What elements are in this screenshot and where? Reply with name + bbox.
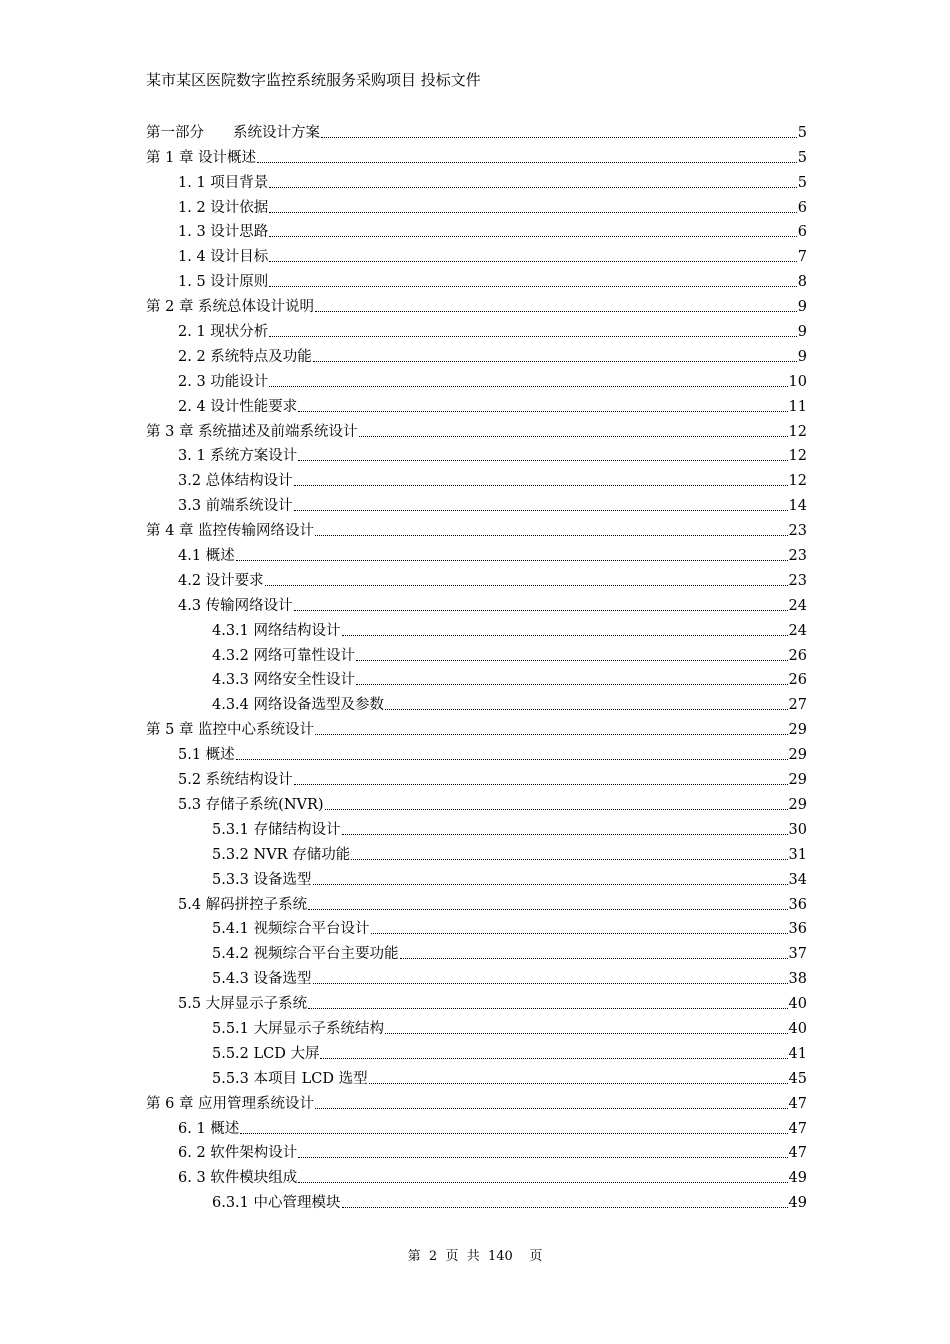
toc-entry-title: 3.2 总体结构设计 — [178, 473, 293, 490]
toc-dot-leader — [356, 660, 788, 661]
toc-dot-leader — [371, 933, 788, 934]
toc-entry-page: 5 — [797, 124, 807, 141]
toc-entry-title: 5.3 存储子系统(NVR) — [178, 796, 324, 813]
toc-entry-page: 5 — [797, 174, 807, 191]
toc-entry-title: 1. 4 设计目标 — [178, 249, 269, 266]
toc-entry-title: 4.3 传输网络设计 — [178, 597, 293, 614]
toc-entry-title: 3. 1 系统方案设计 — [178, 448, 298, 465]
toc-dot-leader — [385, 709, 788, 710]
toc-dot-leader — [308, 1008, 787, 1009]
toc-dot-leader — [342, 635, 788, 636]
toc-dot-leader — [269, 286, 796, 287]
toc-entry[interactable] — [146, 291, 807, 316]
toc-entry-title: 5.4 解码拼控子系统 — [178, 896, 308, 913]
toc-entry-title: 第 4 章 监控传输网络设计 — [146, 523, 315, 540]
toc-entry-page: 8 — [797, 274, 807, 291]
toc-entry-page: 12 — [788, 423, 807, 440]
toc-entry[interactable] — [146, 316, 807, 341]
toc-entry[interactable] — [146, 1162, 807, 1187]
toc-dot-leader — [298, 1157, 787, 1158]
toc-entry[interactable] — [146, 764, 807, 789]
toc-entry[interactable] — [146, 1063, 807, 1088]
toc-entry-page: 11 — [788, 398, 807, 415]
page-footer: 第 2 页 共 140 页 — [407, 1249, 543, 1264]
toc-entry[interactable] — [146, 689, 807, 714]
toc-entry-page: 29 — [788, 772, 807, 789]
toc-dot-leader — [298, 411, 787, 412]
toc-dot-leader — [321, 137, 797, 138]
toc-entry-title: 6. 2 软件架构设计 — [178, 1145, 298, 1162]
toc-entry[interactable] — [146, 914, 807, 939]
toc-dot-leader — [294, 784, 788, 785]
toc-entry-title: 3.3 前端系统设计 — [178, 498, 293, 515]
toc-entry-title: 第一部分 系统设计方案 — [146, 124, 320, 141]
toc-entry-page: 29 — [788, 796, 807, 813]
toc-dot-leader — [325, 809, 788, 810]
toc-entry-page: 26 — [788, 647, 807, 664]
toc-entry-page: 38 — [788, 971, 807, 988]
toc-dot-leader — [359, 436, 788, 437]
toc-entry-title: 4.3.3 网络安全性设计 — [212, 672, 356, 689]
toc-entry-title: 5.5.1 大屏显示子系统结构 — [212, 1020, 385, 1037]
toc-dot-leader — [308, 909, 787, 910]
toc-entry[interactable] — [146, 217, 807, 242]
toc-dot-leader — [236, 560, 788, 561]
toc-entry-page: 10 — [788, 373, 807, 390]
toc-entry-page: 47 — [788, 1120, 807, 1137]
toc-dot-leader — [269, 187, 796, 188]
toc-entry[interactable] — [146, 615, 807, 640]
toc-entry-title: 2. 2 系统特点及功能 — [178, 348, 312, 365]
toc-dot-leader — [369, 1083, 788, 1084]
toc-entry-title: 5.4.1 视频综合平台设计 — [212, 921, 370, 938]
toc-entry-title: 6. 1 概述 — [178, 1120, 240, 1137]
toc-entry-title: 4.3.1 网络结构设计 — [212, 622, 341, 639]
toc-entry-page: 30 — [788, 821, 807, 838]
toc-entry-page: 49 — [788, 1195, 807, 1212]
toc-entry-page: 5 — [797, 149, 807, 166]
toc-entry[interactable] — [146, 167, 807, 192]
toc-entry-title: 第 2 章 系统总体设计说明 — [146, 299, 315, 316]
toc-entry-title: 1. 2 设计依据 — [178, 199, 269, 216]
toc-entry[interactable] — [146, 889, 807, 914]
toc-dot-leader — [351, 859, 787, 860]
toc-dot-leader — [356, 684, 788, 685]
toc-dot-leader — [269, 386, 787, 387]
toc-entry[interactable] — [146, 416, 807, 441]
toc-entry[interactable] — [146, 1013, 807, 1038]
toc-entry[interactable] — [146, 117, 807, 142]
toc-entry-page: 36 — [788, 921, 807, 938]
toc-entry-title: 1. 3 设计思路 — [178, 224, 269, 241]
toc-dot-leader — [294, 610, 788, 611]
toc-entry-title: 6.3.1 中心管理模块 — [212, 1195, 341, 1212]
toc-entry-title: 6. 3 软件模块组成 — [178, 1170, 298, 1187]
toc-entry-title: 第 6 章 应用管理系统设计 — [146, 1095, 315, 1112]
toc-entry-title: 5.4.3 设备选型 — [212, 971, 312, 988]
toc-entry-page: 27 — [788, 697, 807, 714]
toc-entry[interactable] — [146, 814, 807, 839]
toc-entry-title: 4.3.2 网络可靠性设计 — [212, 647, 356, 664]
toc-entry-page: 37 — [788, 946, 807, 963]
toc-entry-title: 4.3.4 网络设备选型及参数 — [212, 697, 385, 714]
toc-entry[interactable] — [146, 1113, 807, 1138]
toc-entry-title: 4.2 设计要求 — [178, 572, 264, 589]
toc-dot-leader — [315, 535, 787, 536]
toc-dot-leader — [342, 1207, 788, 1208]
toc-entry-page: 47 — [788, 1095, 807, 1112]
toc-entry[interactable] — [146, 640, 807, 665]
toc-entry[interactable] — [146, 366, 807, 391]
toc-entry[interactable] — [146, 963, 807, 988]
toc-entry[interactable] — [146, 192, 807, 217]
toc-entry-page: 41 — [788, 1045, 807, 1062]
toc-entry-page: 9 — [797, 324, 807, 341]
toc-dot-leader — [236, 759, 788, 760]
toc-entry-title: 5.5.3 本项目 LCD 选型 — [212, 1070, 368, 1087]
toc-entry-page: 29 — [788, 747, 807, 764]
toc-dot-leader — [313, 884, 788, 885]
toc-entry-title: 5.4.2 视频综合平台主要功能 — [212, 946, 399, 963]
toc-dot-leader — [320, 1058, 787, 1059]
toc-dot-leader — [265, 585, 788, 586]
toc-entry-title: 第 3 章 系统描述及前端系统设计 — [146, 423, 358, 440]
toc-dot-leader — [315, 1108, 787, 1109]
toc-entry[interactable] — [146, 540, 807, 565]
toc-dot-leader — [298, 460, 787, 461]
toc-dot-leader — [240, 1133, 787, 1134]
toc-entry[interactable] — [146, 1138, 807, 1163]
toc-entry[interactable] — [146, 266, 807, 291]
toc-entry-page: 31 — [788, 846, 807, 863]
toc-dot-leader — [294, 510, 788, 511]
toc-entry-title: 5.3.1 存储结构设计 — [212, 821, 341, 838]
toc-entry-page: 45 — [788, 1070, 807, 1087]
toc-dot-leader — [294, 485, 788, 486]
toc-dot-leader — [269, 336, 796, 337]
toc-dot-leader — [385, 1033, 788, 1034]
toc-dot-leader — [315, 311, 797, 312]
toc-entry[interactable] — [146, 1088, 807, 1113]
toc-entry-page: 24 — [788, 622, 807, 639]
toc-entry[interactable] — [146, 142, 807, 167]
toc-entry-title: 4.1 概述 — [178, 548, 235, 565]
toc-entry-page: 9 — [797, 348, 807, 365]
toc-entry-page: 40 — [788, 996, 807, 1013]
toc-entry[interactable] — [146, 739, 807, 764]
toc-entry-title: 第 1 章 设计概述 — [146, 149, 257, 166]
toc-entry[interactable] — [146, 938, 807, 963]
toc-entry-page: 23 — [788, 548, 807, 565]
toc-entry-title: 2. 1 现状分析 — [178, 324, 269, 341]
table-of-contents — [146, 117, 807, 1212]
toc-dot-leader — [313, 361, 797, 362]
toc-dot-leader — [313, 983, 788, 984]
toc-entry-page: 49 — [788, 1170, 807, 1187]
toc-entry[interactable] — [146, 565, 807, 590]
toc-entry-title: 2. 3 功能设计 — [178, 373, 269, 390]
toc-entry-title: 5.3.3 设备选型 — [212, 871, 312, 888]
toc-entry-title: 1. 1 项目背景 — [178, 174, 269, 191]
toc-entry-title: 1. 5 设计原则 — [178, 274, 269, 291]
toc-entry-page: 12 — [788, 473, 807, 490]
toc-entry[interactable] — [146, 864, 807, 889]
toc-entry[interactable] — [146, 665, 807, 690]
toc-entry[interactable] — [146, 839, 807, 864]
toc-entry[interactable] — [146, 590, 807, 615]
toc-entry[interactable] — [146, 441, 807, 466]
toc-entry[interactable] — [146, 714, 807, 739]
toc-entry[interactable] — [146, 515, 807, 540]
toc-entry-title: 5.1 概述 — [178, 747, 235, 764]
toc-entry-page: 24 — [788, 597, 807, 614]
toc-entry[interactable] — [146, 465, 807, 490]
toc-entry-page: 23 — [788, 523, 807, 540]
toc-entry-page: 26 — [788, 672, 807, 689]
toc-entry[interactable] — [146, 391, 807, 416]
toc-entry-page: 6 — [797, 224, 807, 241]
toc-entry-page: 12 — [788, 448, 807, 465]
toc-dot-leader — [269, 236, 796, 237]
toc-dot-leader — [342, 834, 788, 835]
toc-entry-title: 第 5 章 监控中心系统设计 — [146, 722, 315, 739]
toc-entry[interactable] — [146, 241, 807, 266]
toc-dot-leader — [269, 212, 796, 213]
toc-entry[interactable] — [146, 1187, 807, 1212]
toc-dot-leader — [257, 162, 797, 163]
toc-entry[interactable] — [146, 490, 807, 515]
toc-entry-title: 5.5.2 LCD 大屏 — [212, 1045, 320, 1062]
toc-entry-page: 34 — [788, 871, 807, 888]
toc-entry[interactable] — [146, 341, 807, 366]
toc-entry-page: 14 — [788, 498, 807, 515]
toc-dot-leader — [269, 261, 796, 262]
toc-dot-leader — [400, 958, 788, 959]
toc-entry-title: 5.5 大屏显示子系统 — [178, 996, 308, 1013]
toc-entry[interactable] — [146, 789, 807, 814]
toc-entry-page: 9 — [797, 299, 807, 316]
document-header: 某市某区医院数字监控系统服务采购项目 投标文件 — [146, 71, 481, 89]
toc-entry-page: 40 — [788, 1020, 807, 1037]
toc-entry-title: 2. 4 设计性能要求 — [178, 398, 298, 415]
toc-entry[interactable] — [146, 988, 807, 1013]
toc-entry-page: 36 — [788, 896, 807, 913]
toc-entry-page: 6 — [797, 199, 807, 216]
toc-entry-title: 5.2 系统结构设计 — [178, 772, 293, 789]
toc-entry-page: 23 — [788, 572, 807, 589]
toc-entry-page: 29 — [788, 722, 807, 739]
toc-entry[interactable] — [146, 1038, 807, 1063]
toc-entry-page: 7 — [797, 249, 807, 266]
toc-entry-title: 5.3.2 NVR 存储功能 — [212, 846, 351, 863]
toc-entry-page: 47 — [788, 1145, 807, 1162]
toc-dot-leader — [315, 734, 787, 735]
toc-dot-leader — [298, 1182, 787, 1183]
